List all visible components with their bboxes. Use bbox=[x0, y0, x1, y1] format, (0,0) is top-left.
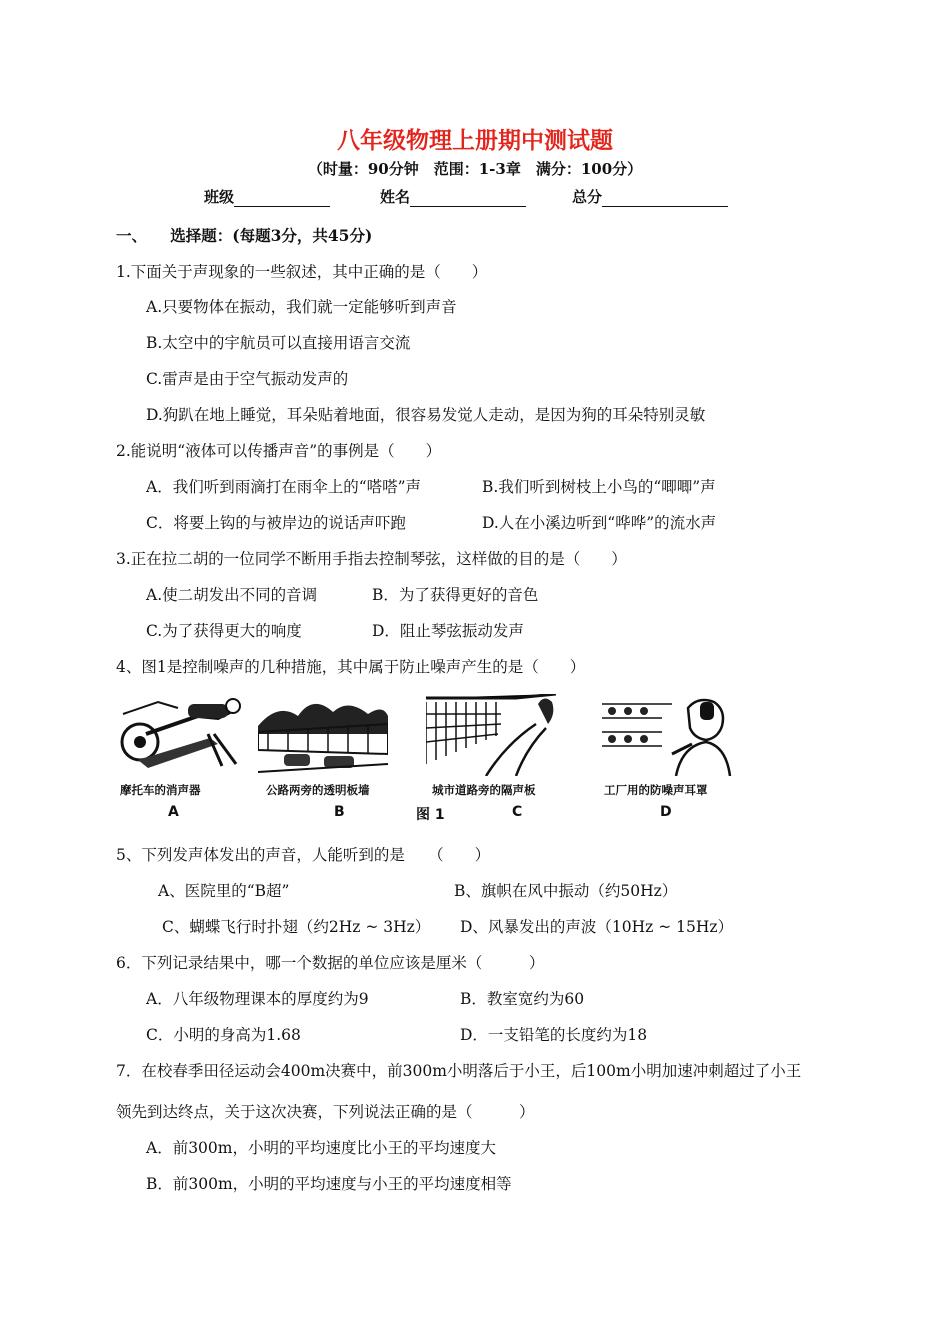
name-field bbox=[380, 186, 526, 207]
score-field bbox=[572, 186, 728, 207]
motorcycle-muffler-illustration bbox=[118, 694, 248, 776]
section-heading: 一、 选择题：(每题3分，共45分) bbox=[116, 226, 373, 245]
q5-option-b: B、旗帜在风中振动（约50Hz） bbox=[454, 882, 678, 900]
figure-caption-c: 城市道路旁的隔声板 bbox=[432, 783, 536, 797]
q6-option-d: D．一支铅笔的长度约为18 bbox=[460, 1026, 648, 1044]
figure-letter-c: C bbox=[512, 804, 523, 820]
class-label: 班级 bbox=[204, 188, 235, 206]
q3-option-a: A.使二胡发出不同的音调 bbox=[146, 586, 318, 604]
q1-option-d: D.狗趴在地上睡觉，耳朵贴着地面，很容易发觉人走动，是因为狗的耳朵特别灵敏 bbox=[146, 406, 706, 424]
exam-meta: （时量：90分钟 范围：1-3章 满分：100分） bbox=[307, 160, 643, 178]
figure-letter-b: B bbox=[334, 804, 345, 820]
q3-option-b: B．为了获得更好的音色 bbox=[372, 586, 539, 604]
question-2: 2.能说明“液体可以传播声音”的事例是（ ） bbox=[116, 442, 442, 460]
q5-option-c: C、蝴蝶飞行时扑翅（约2Hz ~ 3Hz） bbox=[162, 918, 431, 936]
city-road-sound-barrier-illustration bbox=[426, 694, 556, 776]
name-label: 姓名 bbox=[380, 188, 411, 206]
figure-letter-d: D bbox=[660, 804, 672, 820]
question-6: 6．下列记录结果中，哪一个数据的单位应该是厘米（ ） bbox=[116, 954, 545, 972]
q3-option-d: D．阻止琴弦振动发声 bbox=[372, 622, 524, 640]
q5-option-d: D、风暴发出的声波（10Hz ~ 15Hz） bbox=[460, 918, 734, 936]
question-7-line-2: 领先到达终点，关于这次决赛，下列说法正确的是（ ） bbox=[116, 1103, 535, 1121]
page-title: 八年级物理上册期中测试题 bbox=[337, 128, 613, 154]
question-3: 3.正在拉二胡的一位同学不断用手指去控制琴弦，这样做的目的是（ ） bbox=[116, 550, 627, 568]
figure-1 bbox=[118, 694, 758, 824]
question-7-line-1: 7．在校春季田径运动会400m决赛中，前300m小明落后于小王，后100m小明加速冲刺超过了小王 bbox=[116, 1062, 802, 1080]
figure-caption-b: 公路两旁的透明板墙 bbox=[266, 783, 370, 797]
name-blank bbox=[410, 190, 526, 207]
factory-earmuffs-illustration bbox=[602, 694, 732, 776]
figure-caption-a: 摩托车的消声器 bbox=[120, 783, 201, 797]
class-field bbox=[204, 186, 330, 207]
q2-option-b: B.我们听到树枝上小鸟的“唧唧”声 bbox=[482, 478, 716, 496]
question-4: 4、图1是控制噪声的几种措施，其中属于防止噪声产生的是（ ） bbox=[116, 658, 586, 676]
figure-letter-a: A bbox=[168, 804, 179, 820]
q6-option-c: C．小明的身高为1.68 bbox=[146, 1026, 301, 1044]
q1-option-a: A.只要物体在振动，我们就一定能够听到声音 bbox=[146, 298, 457, 316]
q1-option-b: B.太空中的宇航员可以直接用语言交流 bbox=[146, 334, 411, 352]
q7-option-a: A．前300m，小明的平均速度比小王的平均速度大 bbox=[146, 1139, 496, 1157]
q2-option-a: A．我们听到雨滴打在雨伞上的“嗒嗒”声 bbox=[146, 478, 422, 496]
q2-option-d: D.人在小溪边听到“哗哗”的流水声 bbox=[482, 514, 717, 532]
q6-option-a: A．八年级物理课本的厚度约为9 bbox=[146, 990, 369, 1008]
q5-option-a: A、医院里的“B超” bbox=[158, 882, 290, 900]
highway-transparent-wall-illustration bbox=[258, 694, 388, 776]
score-label: 总分 bbox=[572, 188, 603, 206]
q1-option-c: C.雷声是由于空气振动发声的 bbox=[146, 370, 349, 388]
question-1: 1.下面关于声现象的一些叙述，其中正确的是（ ） bbox=[116, 263, 488, 281]
q3-option-c: C.为了获得更大的响度 bbox=[146, 622, 302, 640]
score-blank bbox=[602, 190, 728, 207]
class-blank bbox=[234, 190, 330, 207]
figure-label: 图 1 bbox=[416, 807, 445, 823]
q7-option-b: B．前300m，小明的平均速度与小王的平均速度相等 bbox=[146, 1175, 512, 1193]
q2-option-c: C．将要上钩的与被岸边的说话声吓跑 bbox=[146, 514, 406, 532]
question-5: 5、下列发声体发出的声音，人能听到的是 （ ） bbox=[116, 846, 491, 864]
q6-option-b: B．教室宽约为60 bbox=[460, 990, 585, 1008]
figure-caption-d: 工厂用的防噪声耳罩 bbox=[604, 783, 708, 797]
